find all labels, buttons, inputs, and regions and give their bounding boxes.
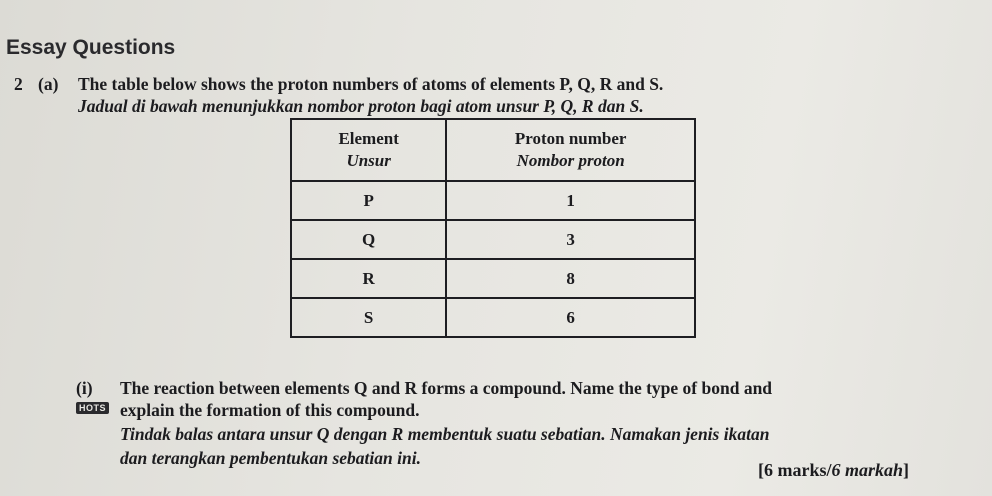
proton-cell: 6 xyxy=(446,298,695,337)
element-cell: Q xyxy=(291,220,446,259)
marks-close-bracket: ] xyxy=(903,460,910,480)
table-header-row xyxy=(291,119,695,181)
element-cell: R xyxy=(291,259,446,298)
subquestion-number: (i) xyxy=(76,378,93,398)
header-proton-en: Proton number xyxy=(514,129,627,148)
table-row xyxy=(291,259,695,298)
marks-english: [6 marks/ xyxy=(758,460,832,480)
marks-allocation xyxy=(758,460,909,481)
subquestion-malay-line2: dan terangkan pembentukan sebatian ini. xyxy=(120,448,421,468)
question-number: 2 xyxy=(14,74,23,94)
header-element-en: Element xyxy=(338,129,399,148)
proton-cell: 1 xyxy=(446,181,695,220)
subquestion-english-line2: explain the formation of this compound. xyxy=(120,400,420,420)
proton-cell: 8 xyxy=(446,259,695,298)
header-element-my: Unsur xyxy=(346,151,391,170)
proton-number-table xyxy=(290,118,696,338)
hots-badge: HOTS xyxy=(76,402,109,414)
table-row xyxy=(291,181,695,220)
subquestion-malay-line1: Tindak balas antara unsur Q dengan R membentuk suatu sebatian. Namakan jenis ikatan xyxy=(120,424,770,444)
question-text-english: The table below shows the proton numbers of atoms of elements P, Q, R and S. xyxy=(78,74,664,94)
table-row xyxy=(291,220,695,259)
element-cell: S xyxy=(291,298,446,337)
subquestion-english-line1: The reaction between elements Q and R forms a compound. Name the type of bond and xyxy=(120,378,773,398)
element-cell: P xyxy=(291,181,446,220)
question-part: (a) xyxy=(38,74,59,94)
section-title: Essay Questions xyxy=(6,36,176,59)
marks-malay: 6 markah xyxy=(831,460,904,480)
header-proton-number xyxy=(446,119,695,181)
header-element xyxy=(291,119,446,181)
header-proton-my: Nombor proton xyxy=(516,151,625,170)
question-text-malay: Jadual di bawah menunjukkan nombor proton bagi atom unsur P, Q, R dan S. xyxy=(78,96,644,116)
proton-cell: 3 xyxy=(446,220,695,259)
table-row xyxy=(291,298,695,337)
